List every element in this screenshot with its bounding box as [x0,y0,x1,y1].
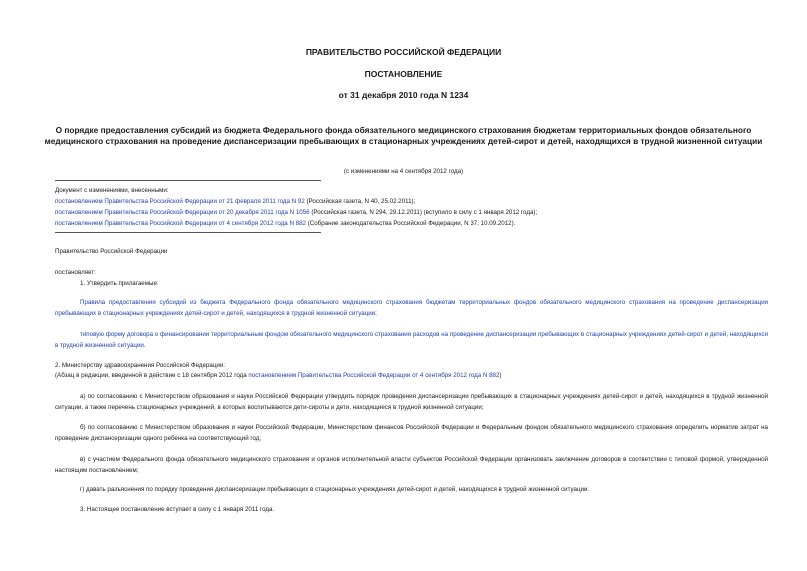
item-2-note-link[interactable]: постановлением Правительства Российской Федерации от 4 сентября 2012 года N 882 [248,372,500,379]
date-number-heading: от 31 декабря 2010 года N 1234 [338,90,469,100]
item-2a-text: а) по согласованию с Министерством образования и науки Российской Федерации утвердить порядок проведения диспансеризации пребывающих в стационарных учреждениях детей-сирот и детей, находящихся в трудной жизненной ситуации, а также перечень стационарных учреждений, в которых воспитываются дети-сироты и дети, находящиеся в трудной жизненной ситуации; [55,393,768,411]
item-2-note-suffix: ) [499,372,502,379]
contract-form-link[interactable]: типовую форму договора о финансировании территориальным фондом обязательного медицинского страхования расходов на проведение диспансеризации пребывающих в стационарных учреждениях детей-сирот и детей, находящихся в трудной жизненной ситуации. [55,331,768,349]
item-2-text: 2. Министерству здравоохранения Российской Федерации: [55,362,225,369]
amendments-top-divider [55,180,321,181]
amendment-item [55,209,537,217]
revision-note: (с изменениями на 4 сентября 2012 года) [343,168,464,175]
amendment-link[interactable]: постановлением Правительства Российской Федерации от 20 декабря 2011 года N 1056 [55,209,310,216]
amendment-item [55,198,415,206]
amendment-item [55,220,515,228]
resolves-text: постановляет: [55,269,96,276]
item-2-note-prefix: (Абзац в редакции, введенной в действие с 18 сентября 2012 года [55,372,249,379]
item-2v-text: в) с участием Федерального фонда обязательного медицинского страхования и органов исполнительной власти субъектов Российской Федерации организовать заключение договоров в соответствии с типовой формой, утвержденной настоящим постановлением; [55,456,768,474]
item-2-note [55,372,501,380]
document-title: О порядке предоставления субсидий из бюджета Федерального фонда обязательного медицинского страхования бюджетам территориальных фондов обязательного медицинского страхования на проведение диспансеризации пребывающих в стационарных учреждениях детей-сирот и детей, находящихся в трудной жизненной ситуации [44,125,763,146]
item-3-text: 3. Настоящее постановление вступает в силу с 1 января 2011 года. [80,506,275,513]
document-type-heading: ПОСТАНОВЛЕНИЕ [364,69,443,79]
amendment-source: (Российская газета, N 294, 29.12.2011) (вступило в силу с 1 января 2012 года); [309,209,538,216]
amendment-link[interactable]: постановлением Правительства Российской Федерации от 21 февраля 2011 года N 92 [55,198,305,205]
amendment-link[interactable]: постановлением Правительства Российской Федерации от 4 сентября 2012 года N 882 [55,220,306,227]
government-heading: ПРАВИТЕЛЬСТВО РОССИЙСКОЙ ФЕДЕРАЦИИ [305,47,502,57]
item-2g-text: г) давать разъяснения по порядку проведения диспансеризации пребывающих в стационарных учреждениях детей-сирот и детей, находящихся в трудной жизненной ситуации. [80,486,590,493]
amendment-source: (Российская газета, N 40, 25.02.2011); [304,198,416,205]
rules-link[interactable]: Правила предоставления субсидий из бюджета Федерального фонда обязательного медицинского страхования бюджетам территориальных фондов обязательного медицинского страхования на проведение диспансеризации пребывающих в стационарных учреждениях детей-сирот и детей, находящихся в трудной жизненной ситуации; [55,299,768,317]
amendment-source: (Собрание законодательства Российской Федерации, N 37, 10.09.2012). [305,220,516,227]
amendments-intro: Документ с изменениями, внесенными: [55,187,169,194]
item-2b-text: б) по согласованию с Министерством образования и науки Российской Федерации, Министерством финансов Российской Федерации и Федеральным фондом обязательного медицинского страхования определить норматив затрат на проведение диспансеризации одного ребенка на соответствующий год; [55,424,768,442]
item-1-text: 1. Утвердить прилагаемые: [80,280,159,287]
government-name: Правительство Российской Федерации [55,248,168,255]
amendments-bottom-divider [55,232,321,233]
